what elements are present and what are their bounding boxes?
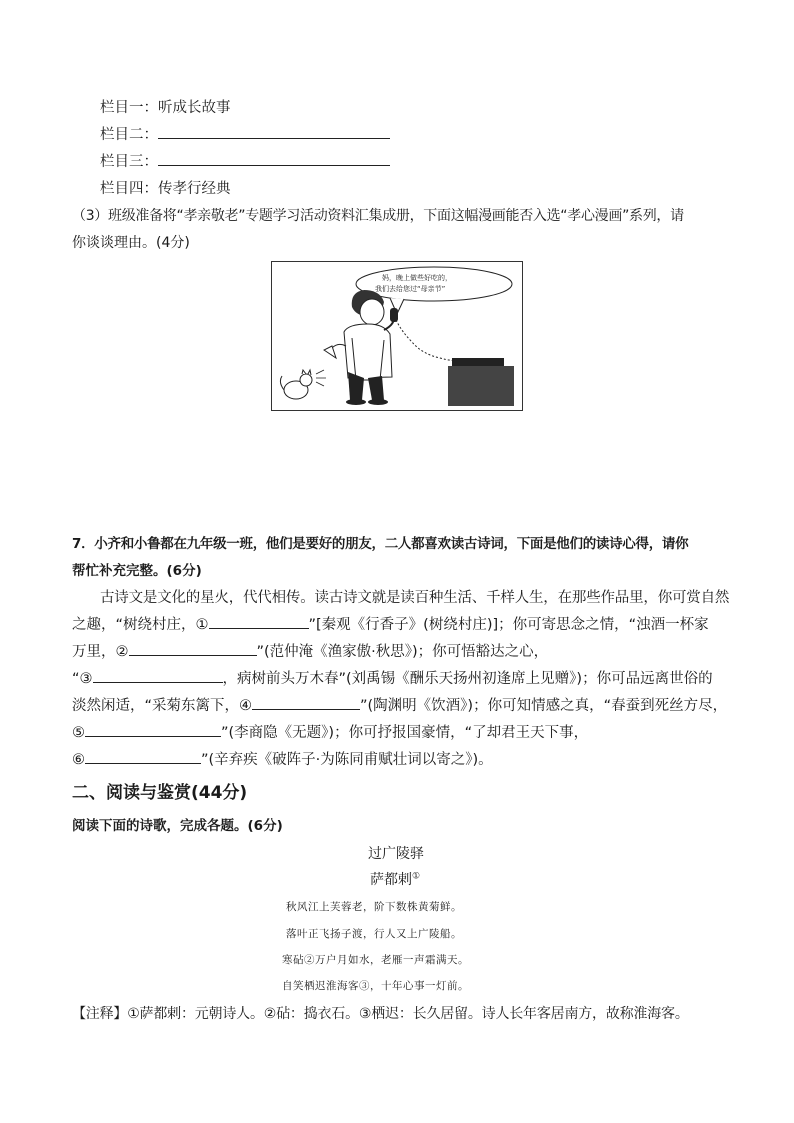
cartoon-image	[271, 261, 523, 411]
passage-text: ”(陶渊明《饮酒》)；你可知情感之真，“春蚕到死丝方尽，	[360, 698, 728, 714]
blank-4[interactable]	[252, 695, 360, 710]
column-item-3	[100, 150, 390, 171]
passage-text: ”(李商隐《无题》)；你可抒报国豪情，“了却君王天下事，	[221, 725, 589, 741]
blank-3[interactable]	[93, 668, 223, 683]
column-item-2-blank[interactable]	[158, 124, 390, 139]
blank-1[interactable]	[209, 614, 309, 629]
passage-line-2	[72, 612, 709, 638]
poem-author-note: ①	[412, 871, 421, 882]
poem-author	[370, 869, 420, 889]
passage-line-7	[72, 747, 493, 773]
poem-notes: 【注释】①萨都剌：元朝诗人。②砧：捣衣石。③栖迟：长久居留。诗人长年客居南方，故称淮海客。	[72, 1006, 689, 1022]
column-item-1: 栏目一：听成长故事	[100, 100, 231, 116]
passage-line-6	[72, 720, 588, 746]
column-item-3-label: 栏目三：	[100, 154, 158, 170]
passage-text: 之趣，“树绕村庄，①	[72, 617, 209, 633]
poem-author-name: 萨都剌	[370, 872, 412, 888]
passage-line-3	[72, 639, 548, 665]
cat-icon	[280, 370, 326, 399]
q3-line-2: 你谈谈理由。(4分)	[72, 235, 190, 251]
q7-line-1: 7．小齐和小鲁都在九年级一班，他们是要好的朋友，二人都喜欢读古诗词，下面是他们的读诗心得，请你	[72, 536, 689, 552]
bubble-text-1: 妈，晚上做些好吃的，	[382, 274, 452, 282]
poem-line-2: 落叶正飞扬子渡，行人又上广陵船。	[286, 928, 462, 940]
column-item-4: 栏目四：传孝行经典	[100, 181, 231, 197]
passage-text: ”(辛弃疾《破阵子·为陈同甫赋壮词以寄之》)。	[201, 752, 493, 768]
poem-title: 过广陵驿	[368, 846, 424, 862]
passage-text: 淡然闲适，“采菊东篱下，④	[72, 698, 253, 714]
q3-line-1: （3）班级准备将“孝亲敬老”专题学习活动资料汇集成册，下面这幅漫画能否入选“孝心漫画”系列，请	[72, 208, 684, 224]
passage-text: 万里，②	[72, 644, 129, 660]
column-item-2	[100, 123, 390, 144]
passage-text: ⑤	[72, 725, 85, 741]
blank-6[interactable]	[85, 749, 201, 764]
poem-line-4: 自笑栖迟淮海客③，十年心事一灯前。	[282, 980, 469, 992]
passage-text: ，病树前头万木春”(刘禹锡《酬乐天扬州初逢席上见赠》)；你可品远离世俗的	[222, 671, 713, 687]
column-item-3-blank[interactable]	[158, 151, 390, 166]
phone-icon	[390, 308, 514, 406]
passage-line-5	[72, 693, 727, 719]
passage-line-1: 古诗文是文化的星火，代代相传。读古诗文就是读百种生活、千样人生，在那些作品里，你可赏自然	[100, 590, 730, 606]
passage-text: “③	[72, 671, 93, 687]
q7-line-2: 帮忙补充完整。(6分)	[72, 563, 202, 579]
column-item-2-label: 栏目二：	[100, 127, 158, 143]
passage-line-4	[72, 666, 713, 692]
woman-figure	[324, 290, 394, 405]
section-2-instruction: 阅读下面的诗歌，完成各题。(6分)	[72, 818, 283, 834]
bubble-text-2: 我们去给您过“母亲节”	[375, 285, 446, 293]
passage-text: ⑥	[72, 752, 85, 768]
poem-line-1: 秋风江上芙蓉老，阶下数株黄菊鲜。	[286, 901, 462, 913]
blank-5[interactable]	[85, 722, 221, 737]
cartoon-drawing	[272, 262, 521, 409]
section-2-title: 二、阅读与鉴赏(44分)	[72, 783, 248, 803]
passage-text: ”[秦观《行香子》(树绕村庄)]；你可寄思念之情，“浊酒一杯家	[308, 617, 709, 633]
blank-2[interactable]	[129, 641, 257, 656]
poem-line-3: 寒砧②万户月如水，老雁一声霜满天。	[282, 954, 469, 966]
passage-text: ”(范仲淹《渔家傲·秋思》)；你可悟豁达之心，	[256, 644, 549, 660]
